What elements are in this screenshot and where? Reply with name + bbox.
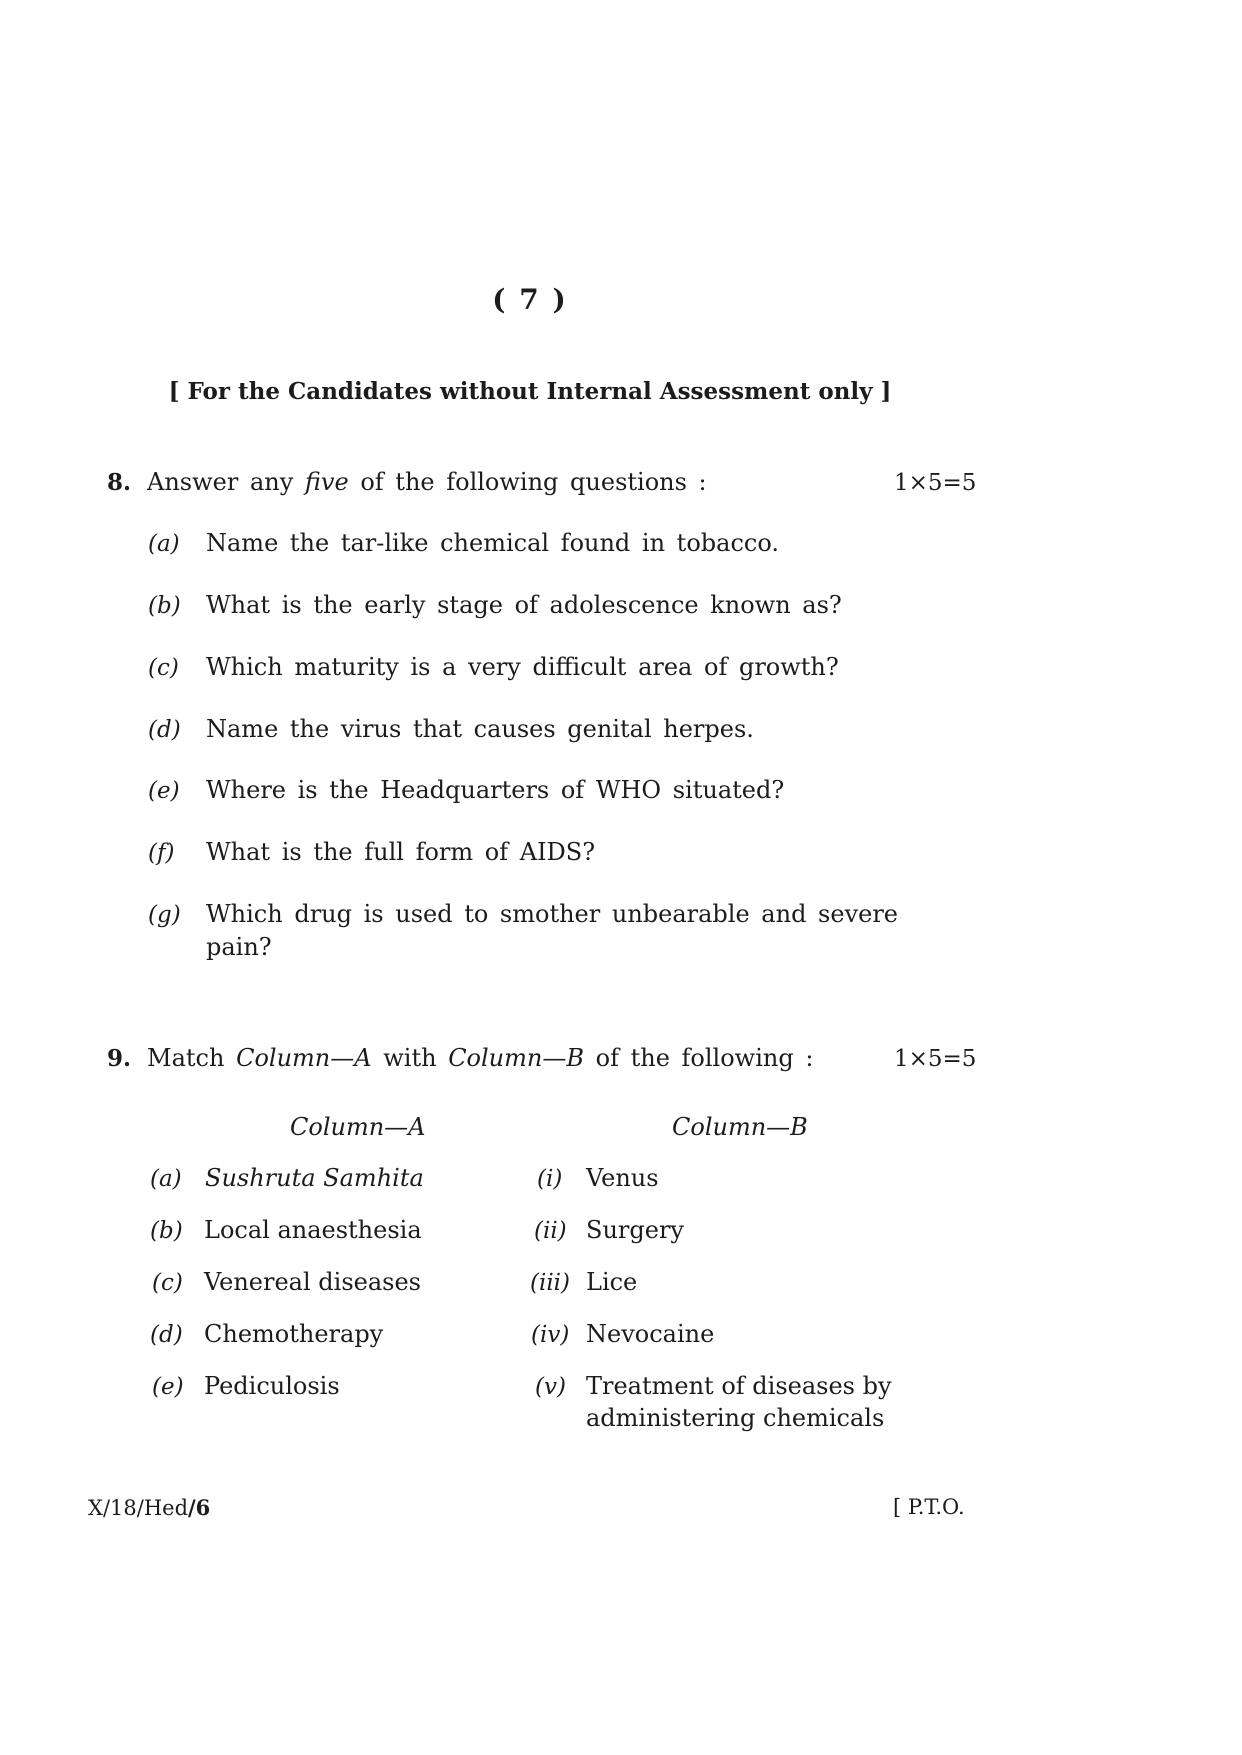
q8-item-text-cont: pain? [206, 933, 272, 961]
q8-item-label: (a) [148, 531, 180, 557]
question-9-marks: 1×5=5 [894, 1046, 977, 1072]
col-b-label: (i) [537, 1166, 563, 1192]
q9-text-mid: with [383, 1044, 437, 1072]
question-8-marks: 1×5=5 [894, 470, 977, 496]
col-a-text: Sushruta Samhita [205, 1164, 424, 1192]
col-b-label: (iv) [531, 1322, 570, 1348]
col-a-text: Pediculosis [204, 1372, 340, 1400]
q8-item-label: (g) [148, 902, 181, 928]
q9-text-em1: Column—A [236, 1044, 372, 1072]
q8-item-label: (b) [148, 593, 181, 619]
col-a-label: (d) [150, 1322, 183, 1348]
col-a-label: (b) [150, 1218, 183, 1244]
q8-item-text: Name the tar-like chemical found in tobacco. [206, 529, 779, 557]
q8-text-em: five [304, 468, 349, 496]
col-b-label: (ii) [534, 1218, 567, 1244]
question-8-number: 8. [107, 469, 132, 496]
q8-item-text: Which maturity is a very difficult area of growth? [206, 653, 839, 681]
col-a-text: Chemotherapy [204, 1320, 384, 1348]
q8-item-text: Which drug is used to smother unbearable and severe [206, 900, 899, 928]
page-number: ( 7 ) [492, 283, 568, 316]
paper-code [88, 1495, 210, 1520]
col-a-label: (a) [150, 1166, 182, 1192]
col-b-text-cont: administering chemicals [586, 1404, 885, 1432]
q9-text-post: of the following : [595, 1044, 814, 1072]
q8-item-label: (c) [148, 655, 179, 681]
paper-code-prefix: X/18/Hed [88, 1496, 189, 1520]
col-a-label: (e) [152, 1374, 184, 1400]
col-b-text: Lice [586, 1268, 638, 1296]
q8-item-label: (e) [148, 778, 180, 804]
question-9-number: 9. [107, 1045, 132, 1072]
q8-text-pre: Answer any [147, 468, 294, 496]
q8-item-text: Where is the Headquarters of WHO situated? [206, 776, 785, 804]
col-a-label: (c) [152, 1270, 183, 1296]
question-9-text [147, 1044, 813, 1072]
col-b-text: Nevocaine [586, 1320, 715, 1348]
section-note: [ For the Candidates without Internal Assessment only ] [168, 378, 892, 405]
q8-item-label: (f) [148, 840, 175, 866]
q8-item-text: What is the full form of AIDS? [206, 838, 596, 866]
q8-item-label: (d) [148, 717, 181, 743]
col-b-text: Surgery [586, 1216, 684, 1244]
q9-text-em2: Column—B [448, 1044, 584, 1072]
q8-item-text: Name the virus that causes genital herpes. [206, 715, 754, 743]
col-b-label: (iii) [530, 1270, 571, 1296]
col-b-label: (v) [535, 1374, 566, 1400]
col-b-text: Treatment of diseases by [586, 1372, 892, 1400]
question-8-text [147, 468, 707, 496]
q8-text-post: of the following questions : [360, 468, 707, 496]
paper-code-suffix: /6 [188, 1495, 211, 1520]
q8-item-text: What is the early stage of adolescence known as? [206, 591, 842, 619]
pto-marker: [ P.T.O. [893, 1495, 965, 1519]
q9-text-pre: Match [147, 1044, 225, 1072]
col-b-text: Venus [586, 1164, 659, 1192]
col-a-text: Local anaesthesia [204, 1216, 422, 1244]
column-b-heading: Column—B [672, 1113, 808, 1141]
column-a-heading: Column—A [290, 1113, 426, 1141]
col-a-text: Venereal diseases [204, 1268, 421, 1296]
